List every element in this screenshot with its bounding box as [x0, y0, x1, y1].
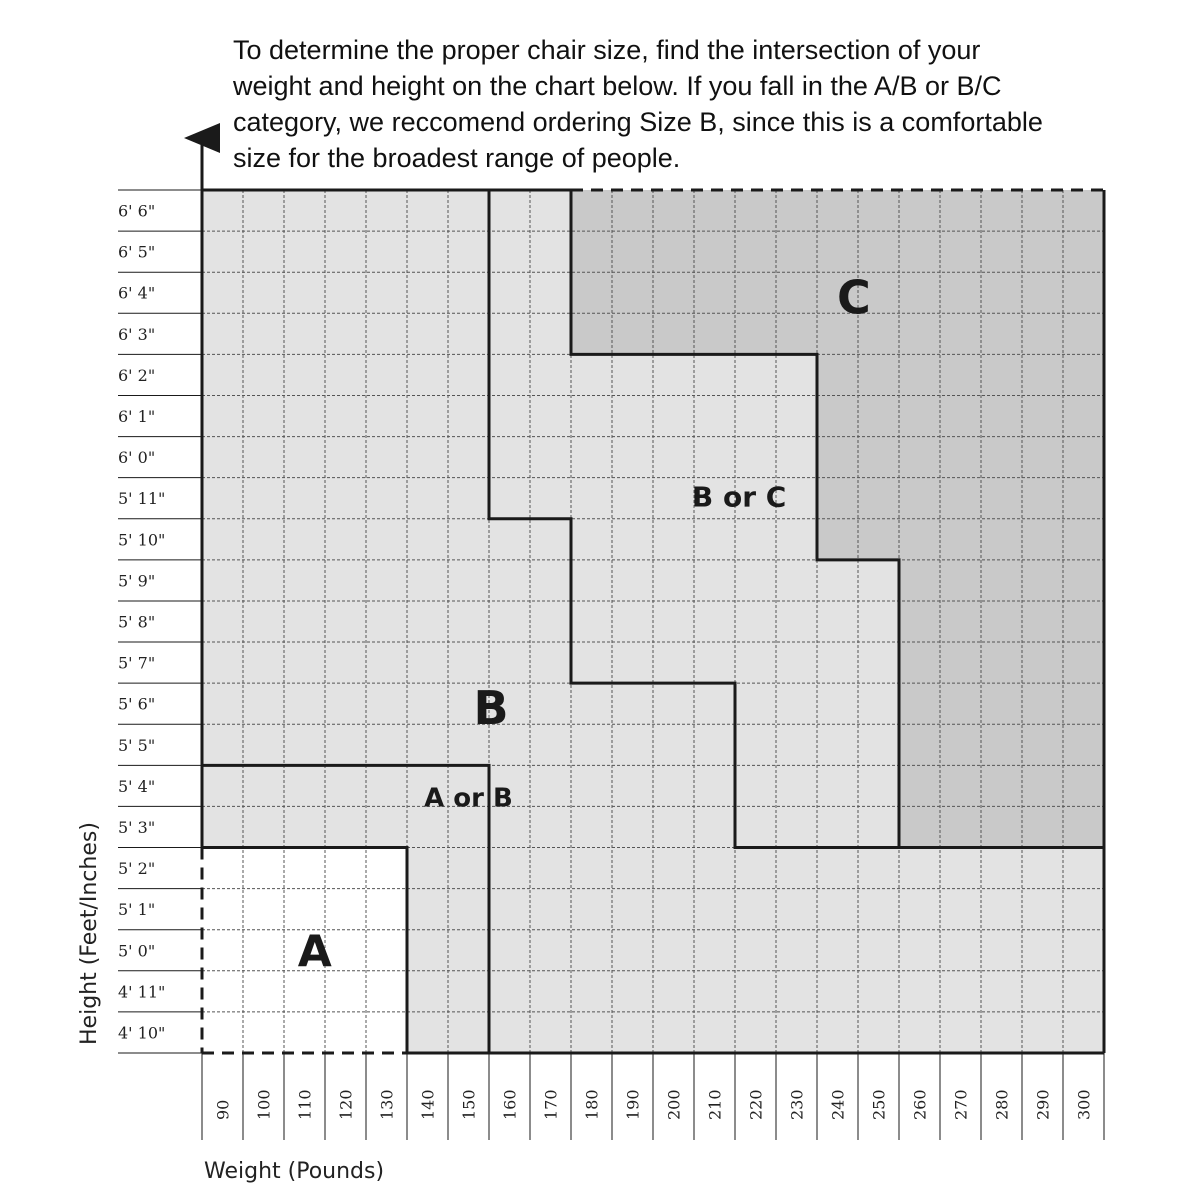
x-tick-label: 120	[336, 1089, 356, 1120]
x-tick-label: 250	[869, 1089, 889, 1120]
region-label-c: C	[837, 270, 871, 325]
x-tick-label: 210	[705, 1089, 725, 1120]
y-axis-label: Height (Feet/Inches)	[77, 822, 102, 1045]
x-tick-label: 150	[459, 1089, 479, 1120]
x-tick-label: 280	[992, 1089, 1012, 1120]
y-tick-label: 6' 4"	[118, 283, 156, 303]
region-label-b-or-c: B or C	[691, 480, 787, 514]
y-tick-label: 6' 6"	[118, 201, 156, 221]
intro-line-2: weight and height on the chart below. If you fall in the A/B or B/C	[233, 71, 1002, 101]
x-tick-label: 240	[828, 1089, 848, 1120]
y-tick-label: 5' 2"	[118, 859, 156, 879]
intro-line-1: To determine the proper chair size, find the intersection of your	[233, 35, 981, 65]
y-tick-label: 5' 9"	[118, 571, 156, 591]
x-axis-label: Weight (Pounds)	[204, 1159, 385, 1184]
x-tick-label: 180	[582, 1089, 602, 1120]
x-tick-label: 170	[541, 1089, 561, 1120]
y-tick-label: 5' 3"	[118, 817, 156, 837]
intro-line-4: size for the broadest range of people.	[233, 143, 681, 173]
x-tick-label: 100	[254, 1089, 274, 1120]
region-label-b: B	[473, 681, 509, 736]
x-tick-label: 290	[1033, 1089, 1053, 1120]
y-tick-label: 4' 10"	[118, 1023, 166, 1043]
x-tick-label: 220	[746, 1089, 766, 1120]
x-tick-label: 160	[500, 1089, 520, 1120]
y-tick-label: 6' 3"	[118, 324, 156, 344]
y-tick-label: 5' 11"	[118, 489, 166, 509]
x-tick-label: 190	[623, 1089, 643, 1120]
x-tick-label: 300	[1074, 1089, 1094, 1120]
intro-line-3: category, we reccomend ordering Size B, since this is a comfortable	[233, 107, 1043, 137]
x-tick-label: 90	[213, 1099, 233, 1120]
y-tick-label: 6' 0"	[118, 448, 156, 468]
y-tick-label: 6' 2"	[118, 365, 156, 385]
y-tick-label: 4' 11"	[118, 982, 166, 1002]
y-tick-label: 5' 8"	[118, 612, 156, 632]
region-label-a-or-b: A or B	[424, 783, 513, 814]
x-tick-label: 130	[377, 1089, 397, 1120]
x-tick-label: 260	[910, 1089, 930, 1120]
y-tick-label: 6' 5"	[118, 242, 156, 262]
x-tick-label: 230	[787, 1089, 807, 1120]
y-tick-label: 5' 0"	[118, 941, 156, 961]
y-tick-label: 6' 1"	[118, 407, 156, 427]
x-tick-label: 200	[664, 1089, 684, 1120]
y-tick-label: 5' 4"	[118, 776, 156, 796]
region-label-a: A	[297, 926, 332, 978]
y-tick-label: 5' 7"	[118, 653, 156, 673]
y-tick-label: 5' 10"	[118, 530, 166, 550]
y-tick-label: 5' 6"	[118, 694, 156, 714]
y-tick-label: 5' 1"	[118, 900, 156, 920]
y-tick-label: 5' 5"	[118, 735, 156, 755]
x-tick-label: 270	[951, 1089, 971, 1120]
x-tick-label: 140	[418, 1089, 438, 1120]
x-tick-label: 110	[295, 1089, 315, 1120]
